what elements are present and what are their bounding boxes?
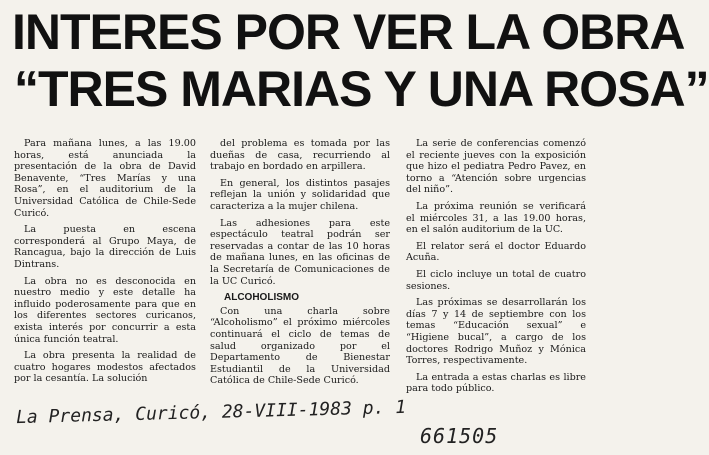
paragraph: Para mañana lunes, a las 19.00 horas, está anunciada la presentación de la obra de David Benavente, “Tres Marías y una Rosa”, en el auditorium de la Universidad Católica de Chile-Sede Curicó. — [14, 138, 196, 219]
handwritten-source-note: La Prensa, Curicó, 28-VIII-1983 p. 1 — [15, 396, 407, 429]
archive-number: 661505 — [420, 424, 499, 448]
paragraph: La serie de conferencias comenzó el reciente jueves con la exposición que hizo el pediatra Pedro Pavez, en torno a “Atención sobre urgencias del niño”. — [406, 138, 586, 196]
article-column-2 — [210, 138, 390, 392]
paragraph: La entrada a estas charlas es libre para todo público. — [406, 371, 586, 395]
paragraph: del problema es tomada por las dueñas de casa, recurriendo al trabajo en bordado en arpillera. — [210, 138, 390, 173]
headline-line-2: “TRES MARIAS Y UNA ROSA” — [14, 61, 709, 117]
article-column-1 — [14, 138, 196, 390]
section-subheading: ALCOHOLISMO — [224, 292, 299, 304]
paragraph: El relator será el doctor Eduardo Acuña. — [406, 240, 586, 264]
headline-line-1: INTERES POR VER LA OBRA — [12, 4, 685, 60]
paragraph: Las próximas se desarrollarán los días 7 y 14 de septiembre con los temas “Educación sexual” e “Higiene bucal”, a cargo de los doctores Rodrigo Muñoz y Mónica Torres, respectivamente. — [406, 297, 586, 367]
headline — [12, 4, 709, 118]
paragraph: Con una charla sobre “Alcoholismo” el próximo miércoles continuará el ciclo de temas de salud organizado por el Departamento de Bienestar Estudiantil de la Universidad Católica de Chile-Sede Curicó. — [210, 305, 390, 387]
paragraph: La obra no es desconocida en nuestro medio y este detalle ha influido poderosamente para que en los diferentes sectores curicanos, exista interés por concurrir a esta única función teatral. — [14, 275, 196, 345]
paragraph: La puesta en escena corresponderá al Grupo Maya, de Rancagua, bajo la dirección de Luis Dintrans. — [14, 224, 196, 270]
article-column-3 — [406, 138, 586, 400]
article-body — [14, 138, 586, 400]
paragraph: En general, los distintos pasajes reflejan la unión y solidaridad que caracteriza a la mujer chilena. — [210, 177, 390, 212]
paragraph: La obra presenta la realidad de cuatro hogares modestos afectados por la cesantía. La solución — [14, 350, 196, 385]
paragraph: La próxima reunión se verificará el miércoles 31, a las 19.00 horas, en el salón auditorium de la UC. — [406, 200, 586, 236]
paragraph: El ciclo incluye un total de cuatro sesiones. — [406, 268, 586, 292]
paragraph: Las adhesiones para este espectáculo teatral podrán ser reservadas a contar de las 10 horas de mañana lunes, en las oficinas de la Secretaría de Comunicaciones de la UC Curicó. — [210, 217, 390, 287]
